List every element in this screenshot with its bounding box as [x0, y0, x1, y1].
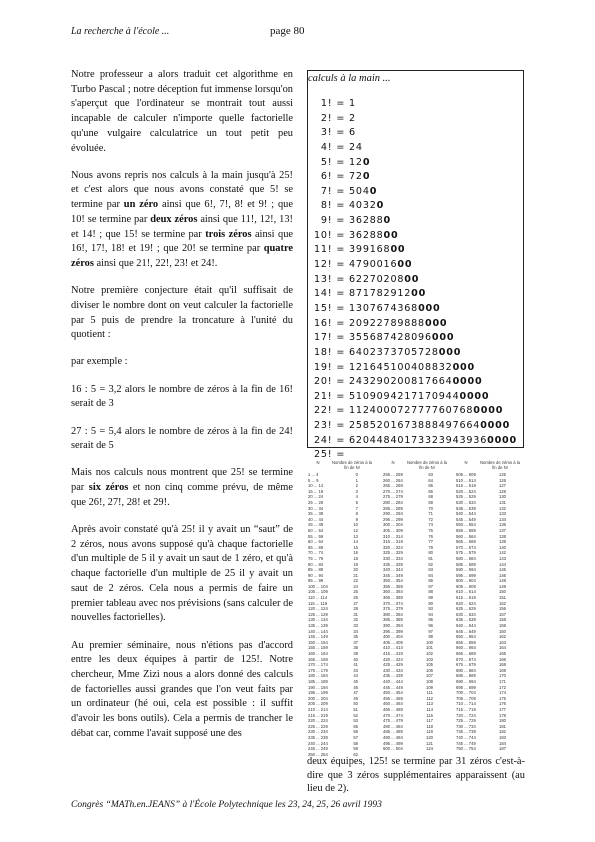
factorial-row: 8! = 40320: [314, 200, 385, 212]
table-row: 355 ... 359 87: [383, 583, 433, 589]
table-column: [456, 472, 506, 752]
factorial-label: 19!: [314, 361, 333, 373]
table-row: 295 ... 299 72: [383, 516, 433, 522]
factorial-value: 1: [349, 98, 356, 109]
factorial-value: 2585201673888497664: [349, 420, 481, 432]
table-row: 45 ... 49 10: [308, 522, 358, 528]
factorial-label: 21!: [314, 390, 333, 402]
factorial-row: 18! = 6402373705728000: [314, 346, 462, 358]
table-row: 200 ... 204 49: [308, 695, 358, 701]
trailing-zeros: 00: [390, 244, 406, 256]
factorial-row: 24! = 620448401733239439360000: [314, 434, 517, 446]
table-row: 685 ... 689 170: [456, 673, 506, 679]
table-row: 205 ... 209 50: [308, 701, 358, 707]
table-row: 155 ... 159 38: [308, 645, 358, 651]
factorial-row: 23! = 25852016738884976640000: [314, 420, 511, 432]
factorial-label: 15!: [314, 302, 333, 314]
table-row: 585 ... 589 144: [456, 561, 506, 567]
trailing-zeros: 0: [362, 171, 371, 183]
table-row: 745 ... 749 184: [456, 740, 506, 746]
paragraph-7: Mais nos calculs nous montrent que 25! se termine par six zéros et non cinq comme prévu, de même que 26!, 27!, 28! et 29!.: [71, 467, 293, 508]
factorial-label: 3!: [314, 127, 333, 139]
factorial-row: 25! =: [314, 449, 346, 461]
table-row: 595 ... 599 146: [456, 572, 506, 578]
table-row: 315 ... 319 77: [383, 539, 433, 545]
factorial-value: 355687428096: [349, 332, 432, 344]
factorial-value: 243290200817664: [349, 376, 453, 388]
factorial-value: 2: [349, 112, 356, 124]
table-row: 555 ... 559 137: [456, 527, 506, 533]
table-row: 465 ... 469 114: [383, 706, 433, 712]
factorial-label: 23!: [314, 420, 333, 432]
table-row: 635 ... 639 158: [456, 617, 506, 623]
trailing-zeros: 00: [411, 288, 427, 300]
table-row: 55 ... 59 13: [308, 533, 358, 539]
table-row: 65 ... 69 15: [308, 544, 358, 550]
table-row: 725 ... 729 180: [456, 718, 506, 724]
factorial-row: 10! = 3628800: [314, 229, 399, 241]
table-row: 700 ... 704 174: [456, 690, 506, 696]
table-row: 265 ... 269 65: [383, 483, 433, 489]
trailing-zeros: 00: [404, 273, 420, 285]
table-row: 15 ... 19 3: [308, 488, 358, 494]
table-row: 375 ... 379 93: [383, 606, 433, 612]
table-row: 560 ... 564 138: [456, 533, 506, 539]
table-row: 470 ... 474 115: [383, 712, 433, 718]
table-row: 660 ... 664 164: [456, 645, 506, 651]
table-row: 145 ... 149 35: [308, 634, 358, 640]
trailing-zeros: 0000: [480, 420, 511, 432]
table-row: 30 ... 34 7: [308, 505, 358, 511]
table-row: 525 ... 529 130: [456, 494, 506, 500]
table-row: 40 ... 44 9: [308, 516, 358, 522]
table-row: 270 ... 274 66: [383, 488, 433, 494]
factorial-label: 7!: [314, 185, 333, 197]
factorial-value: 20922789888: [349, 317, 425, 329]
trailing-zeros: 000: [431, 332, 455, 344]
table-row: 550 ... 554 136: [456, 522, 506, 528]
table-row: 430 ... 434 106: [383, 667, 433, 673]
table-row: 330 ... 334 81: [383, 555, 433, 561]
table-row: 245 ... 249 59: [308, 746, 358, 752]
table-row: 280 ... 284 69: [383, 499, 433, 505]
table-row: 450 ... 454 111: [383, 690, 433, 696]
factorial-row: 11! = 39916800: [314, 244, 406, 256]
table-row: 690 ... 694 171: [456, 678, 506, 684]
table-row: 120 ... 124 28: [308, 606, 358, 612]
table-row: 680 ... 684 169: [456, 667, 506, 673]
factorial-label: 6!: [314, 171, 333, 183]
table-row: 385 ... 389 95: [383, 617, 433, 623]
table-row: 400 ... 404 99: [383, 634, 433, 640]
factorial-label: 16!: [314, 317, 333, 329]
table-row: 380 ... 384 94: [383, 611, 433, 617]
table-header-zeros: Nombre de zéros à la fin de N!: [479, 460, 521, 470]
trailing-zeros: 000: [418, 302, 441, 314]
table-row: 80 ... 84 19: [308, 561, 358, 567]
factorial-value: 112400072777760768: [349, 405, 474, 417]
factorial-label: 17!: [314, 332, 333, 344]
table-row: 100 ... 104 24: [308, 583, 358, 589]
table-row: 210 ... 214 51: [308, 706, 358, 712]
trailing-zeros: 0000: [459, 390, 490, 402]
factorial-value: 24: [349, 141, 363, 153]
table-row: 150 ... 154 37: [308, 639, 358, 645]
table-row: 230 ... 234 56: [308, 729, 358, 735]
table-row: 110 ... 114 26: [308, 595, 358, 601]
table-row: 655 ... 659 163: [456, 639, 506, 645]
table-row: 175 ... 179 43: [308, 667, 358, 673]
table-row: 50 ... 54 12: [308, 527, 358, 533]
table-row: 610 ... 614 150: [456, 589, 506, 595]
table-row: 715 ... 719 177: [456, 706, 506, 712]
table-row: 530 ... 534 131: [456, 499, 506, 505]
table-row: 180 ... 184 44: [308, 673, 358, 679]
table-row: 235 ... 239 57: [308, 734, 358, 740]
table-row: 300 ... 304 74: [383, 522, 433, 528]
paragraph-5: 16 : 5 = 3,2 alors le nombre de zéros à la fin de 16! serait de 3: [71, 383, 293, 410]
zeros-count-table: [308, 460, 526, 757]
table-row: 115 ... 119 27: [308, 600, 358, 606]
factorial-label: 22!: [314, 405, 333, 417]
factorial-value: 4790016: [349, 259, 398, 271]
trailing-zeros: 0000: [452, 376, 483, 388]
table-row: 420 ... 424 103: [383, 656, 433, 662]
factorial-row: 2! = 2: [314, 112, 356, 124]
factorial-value: 871782912: [349, 288, 412, 300]
table-row: 435 ... 439 107: [383, 673, 433, 679]
factorial-row: 7! = 5040: [314, 185, 378, 197]
table-row: 590 ... 594 145: [456, 567, 506, 573]
trailing-zeros: 000: [438, 346, 462, 358]
table-row: 85 ... 89 20: [308, 567, 358, 573]
factorial-label: 9!: [314, 215, 333, 227]
table-row: 360 ... 364 88: [383, 589, 433, 595]
table-row: 460 ... 464 113: [383, 701, 433, 707]
table-row: 310 ... 314 76: [383, 533, 433, 539]
trailing-zeros: 0: [376, 200, 385, 212]
table-row: 165 ... 169 40: [308, 656, 358, 662]
table-row: 260 ... 264 64: [383, 477, 433, 483]
factorial-row: 19! = 121645100408832000: [314, 361, 476, 373]
table-row: 625 ... 629 156: [456, 606, 506, 612]
factorial-row: 14! = 87178291200: [314, 288, 427, 300]
factorial-value: 62044840173323943936: [349, 434, 488, 446]
factorial-row: 16! = 20922789888000: [314, 317, 448, 329]
trailing-zeros: 000: [452, 361, 476, 373]
table-row: 395 ... 399 97: [383, 628, 433, 634]
table-row: 440 ... 444 108: [383, 678, 433, 684]
factorial-label: 25!: [314, 449, 333, 461]
factorial-label: 8!: [314, 200, 333, 212]
factorial-list: [314, 97, 517, 463]
table-row: 675 ... 679 168: [456, 662, 506, 668]
paragraph-6: 27 : 5 = 5,4 alors le nombre de zéros à la fin de 24! serait de 5: [71, 425, 293, 452]
table-row: 125 ... 129 31: [308, 611, 358, 617]
table-row: 350 ... 354 86: [383, 578, 433, 584]
hand-calculations-box: [307, 70, 524, 461]
factorial-label: 20!: [314, 376, 333, 388]
paragraph-4: par exemple :: [71, 356, 128, 368]
factorial-row: 13! = 6227020800: [314, 273, 420, 285]
factorial-value: 6: [349, 127, 356, 139]
table-row: 140 ... 144 34: [308, 628, 358, 634]
table-row: 185 ... 189 45: [308, 678, 358, 684]
table-row: 640 ... 644 159: [456, 623, 506, 629]
table-row: 735 ... 739 182: [456, 729, 506, 735]
table-row: 195 ... 199 47: [308, 690, 358, 696]
table-row: 455 ... 459 112: [383, 695, 433, 701]
factorial-row: 22! = 1124000727777607680000: [314, 405, 504, 417]
trailing-zeros: 00: [397, 259, 413, 271]
table-row: 105 ... 109 25: [308, 589, 358, 595]
table-row: 565 ... 569 139: [456, 539, 506, 545]
factorial-row: 15! = 1307674368000: [314, 302, 441, 314]
calc-box-title: calculs à la main ...: [308, 73, 391, 84]
table-row: 580 ... 584 143: [456, 555, 506, 561]
page-footer: Congrès “MATh.en.JEANS” à l'École Polytechnique les 23, 24, 25, 26 avril 1993: [71, 800, 382, 810]
factorial-row: 6! = 720: [314, 171, 371, 183]
factorial-value: 504: [349, 185, 370, 197]
table-row: 1 ... 4 0: [308, 472, 358, 477]
table-row: 670 ... 674 166: [456, 656, 506, 662]
table-row: 480 ... 484 118: [383, 723, 433, 729]
factorial-label: 5!: [314, 156, 333, 168]
table-row: 95 ... 99 22: [308, 578, 358, 584]
table-row: 20 ... 24 4: [308, 494, 358, 500]
factorial-value: 36288: [349, 229, 384, 241]
table-row: 415 ... 419 102: [383, 651, 433, 656]
table-row: 25 ... 29 6: [308, 499, 358, 505]
factorial-label: 24!: [314, 434, 333, 446]
trailing-zeros: 000: [424, 317, 448, 329]
factorial-value: 4032: [349, 200, 377, 212]
table-header-zeros: Nombre de zéros à la fin de N!: [406, 460, 448, 470]
table-row: 370 ... 374 90: [383, 600, 433, 606]
trailing-zeros: 0: [362, 156, 371, 168]
factorial-value: 121645100408832: [349, 361, 453, 373]
factorial-label: 13!: [314, 273, 333, 285]
table-row: 10 ... 14 2: [308, 483, 358, 489]
factorial-label: 2!: [314, 112, 333, 124]
page-number: page 80: [270, 25, 305, 37]
table-row: 730 ... 734 181: [456, 723, 506, 729]
table-row: 445 ... 449 109: [383, 684, 433, 690]
table-row: 410 ... 414 101: [383, 645, 433, 651]
table-row: 70 ... 74 16: [308, 550, 358, 556]
table-row: 320 ... 324 78: [383, 544, 433, 550]
table-row: 255 ... 259 63: [383, 472, 433, 477]
left-column-text: [71, 68, 293, 754]
table-row: 290 ... 294 71: [383, 511, 433, 517]
table-row: 475 ... 479 117: [383, 718, 433, 724]
factorial-label: 12!: [314, 259, 333, 271]
table-row: 275 ... 279 68: [383, 494, 433, 500]
table-row: 500 ... 504 124: [383, 746, 433, 752]
table-row: 5 ... 9 1: [308, 477, 358, 483]
trailing-zeros: 0: [383, 215, 392, 227]
running-header: La recherche à l'école ...: [71, 26, 170, 37]
factorial-value: 62270208: [349, 273, 405, 285]
table-row: 600 ... 604 148: [456, 578, 506, 584]
table-row: 570 ... 574 140: [456, 544, 506, 550]
table-row: 335 ... 339 82: [383, 561, 433, 567]
table-row: 645 ... 649 160: [456, 628, 506, 634]
table-row: 425 ... 429 105: [383, 662, 433, 668]
table-row: 250 ... 254 62: [308, 751, 358, 757]
table-row: 75 ... 79 18: [308, 555, 358, 561]
table-row: 285 ... 289 70: [383, 505, 433, 511]
factorial-row: 12! = 479001600: [314, 259, 413, 271]
table-header-n: N: [464, 460, 468, 465]
table-row: 505 ... 509 125: [456, 472, 506, 477]
table-row: 520 ... 524 128: [456, 488, 506, 494]
table-row: 340 ... 344 83: [383, 567, 433, 573]
table-row: 540 ... 544 133: [456, 511, 506, 517]
table-row: 510 ... 514 126: [456, 477, 506, 483]
factorial-row: 21! = 51090942171709440000: [314, 390, 490, 402]
trailing-zeros: 00: [383, 229, 399, 241]
factorial-row: 1! = 1: [314, 98, 356, 109]
table-row: 630 ... 634 157: [456, 611, 506, 617]
table-row: 305 ... 309 75: [383, 527, 433, 533]
factorial-label: 4!: [314, 141, 333, 153]
table-row: 170 ... 174 41: [308, 662, 358, 668]
factorial-value: 36288: [349, 215, 384, 227]
table-row: 605 ... 609 149: [456, 583, 506, 589]
table-header-n: N: [391, 460, 395, 465]
factorial-value: 399168: [349, 244, 391, 256]
table-row: 365 ... 369 89: [383, 595, 433, 601]
table-row: 495 ... 499 121: [383, 740, 433, 746]
table-row: 620 ... 624 152: [456, 600, 506, 606]
paragraph-3: Notre première conjecture était qu'il suffisait de diviser le nombre dont on veut calculer la factorielle par 5 puis de prendre la troncature à l'unité du quotient :: [71, 285, 293, 341]
table-row: 390 ... 394 96: [383, 623, 433, 629]
table-header-zeros: Nombre de zéros à la fin de N!: [331, 460, 373, 470]
table-row: 545 ... 549 134: [456, 516, 506, 522]
table-row: 135 ... 139 33: [308, 623, 358, 629]
factorial-row: 4! = 24: [314, 141, 363, 153]
table-row: 160 ... 164 39: [308, 651, 358, 656]
table-row: 485 ... 489 119: [383, 729, 433, 735]
table-row: 325 ... 329 80: [383, 550, 433, 556]
factorial-value: 5109094217170944: [349, 390, 460, 402]
table-row: 615 ... 619 151: [456, 595, 506, 601]
table-row: 710 ... 714 176: [456, 701, 506, 707]
table-header-n: N: [316, 460, 320, 465]
paragraph-1: Notre professeur a alors traduit cet algorithme en Turbo Pascal ; notre déception fut immense lorsqu'on s'aperçut que l'ordinateur se montrait tout aussi incapable de calculer n'importe quelle factorielle qu'une vulgaire calculatrice un tout petit peu évoluée.: [71, 69, 293, 154]
factorial-row: 5! = 120: [314, 156, 371, 168]
factorial-value: 12: [349, 156, 363, 168]
table-row: 650 ... 654 162: [456, 634, 506, 640]
table-row: 575 ... 579 142: [456, 550, 506, 556]
factorial-label: 18!: [314, 346, 333, 358]
right-paragraph: deux équipes, 125! se termine par 31 zéros c'est-à-dire que 3 zéros supplémentaires apparaissent (au lieu de 2).: [307, 756, 525, 794]
table-row: 215 ... 219 52: [308, 712, 358, 718]
factorial-row: 9! = 362880: [314, 215, 392, 227]
factorial-value: 6402373705728: [349, 346, 439, 358]
factorial-row: 3! = 6: [314, 127, 356, 139]
table-row: 225 ... 229 55: [308, 723, 358, 729]
table-row: 220 ... 224 53: [308, 718, 358, 724]
trailing-zeros: 0000: [487, 434, 517, 446]
table-row: 60 ... 64 14: [308, 539, 358, 545]
trailing-zeros: 0000: [473, 405, 504, 417]
factorial-label: 11!: [314, 244, 333, 256]
table-column: [383, 472, 433, 752]
table-row: 490 ... 494 120: [383, 734, 433, 740]
factorial-row: 17! = 355687428096000: [314, 332, 455, 344]
factorial-label: 14!: [314, 288, 333, 300]
table-row: 705 ... 709 175: [456, 695, 506, 701]
table-row: 515 ... 519 127: [456, 483, 506, 489]
table-row: 90 ... 94 21: [308, 572, 358, 578]
table-row: 535 ... 539 132: [456, 505, 506, 511]
paragraph-2: Nous avons repris nos calculs à la main jusqu'à 25! et c'est alors que nous avons constaté que 5! se termine par un zéro ainsi que 6!, 7!, 8! et 9! ; que 10! se termine par deux zéros ainsi que 11!, 12!, 13! et 14! ; que 15! se termine par trois zéros ainsi que 16!, 17!, 18! et 19! ; que 20! se termine par quatre zéros ainsi que 21!, 22!, 23! et 24!.: [71, 169, 293, 269]
factorial-row: 20! = 2432902008176640000: [314, 376, 483, 388]
trailing-zeros: 0: [369, 185, 378, 197]
factorial-value: 72: [349, 171, 363, 183]
table-row: 695 ... 699 172: [456, 684, 506, 690]
table-row: 130 ... 134 32: [308, 617, 358, 623]
table-row: 345 ... 349 84: [383, 572, 433, 578]
factorial-label: 10!: [314, 229, 333, 241]
factorial-value: 1307674368: [349, 302, 419, 314]
table-row: 720 ... 724 178: [456, 712, 506, 718]
factorial-label: 1!: [314, 98, 333, 109]
table-row: 35 ... 39 8: [308, 511, 358, 517]
paragraph-8: Après avoir constaté qu'à 25! il y avait un “saut” de 2 zéros, nous avons supposé qu'à chaque factorielle d'un multiple de 5 il y avait un saut de 1 zéro, et qu'à chaque factorielle d'un multiple de 25 il y avait un saut de 2 zéros. Cela nous a permis de faire un premier tableau avec nos prévisions (sans calculer de nouvelles factorielles).: [71, 524, 293, 624]
table-column: [308, 472, 358, 757]
table-row: 740 ... 744 183: [456, 734, 506, 740]
table-row: 190 ... 194 46: [308, 684, 358, 690]
table-row: 750 ... 754 187: [456, 746, 506, 752]
table-row: 665 ... 669 165: [456, 651, 506, 656]
table-row: 405 ... 409 100: [383, 639, 433, 645]
table-row: 240 ... 244 58: [308, 740, 358, 746]
paragraph-9: Au premier séminaire, nous n'étions pas d'accord entre les deux équipes à partir de 125!. Notre chercheur, Mme Zizi nous a alors donné des calculs de factorielles aussi grandes que l'on veut faits par un ordinateur (hé oui, cela est possible : il suffit d'avoir les bons outils). Cela a permis de trancher le débat car, comme l'avait supposé une des: [71, 639, 293, 739]
